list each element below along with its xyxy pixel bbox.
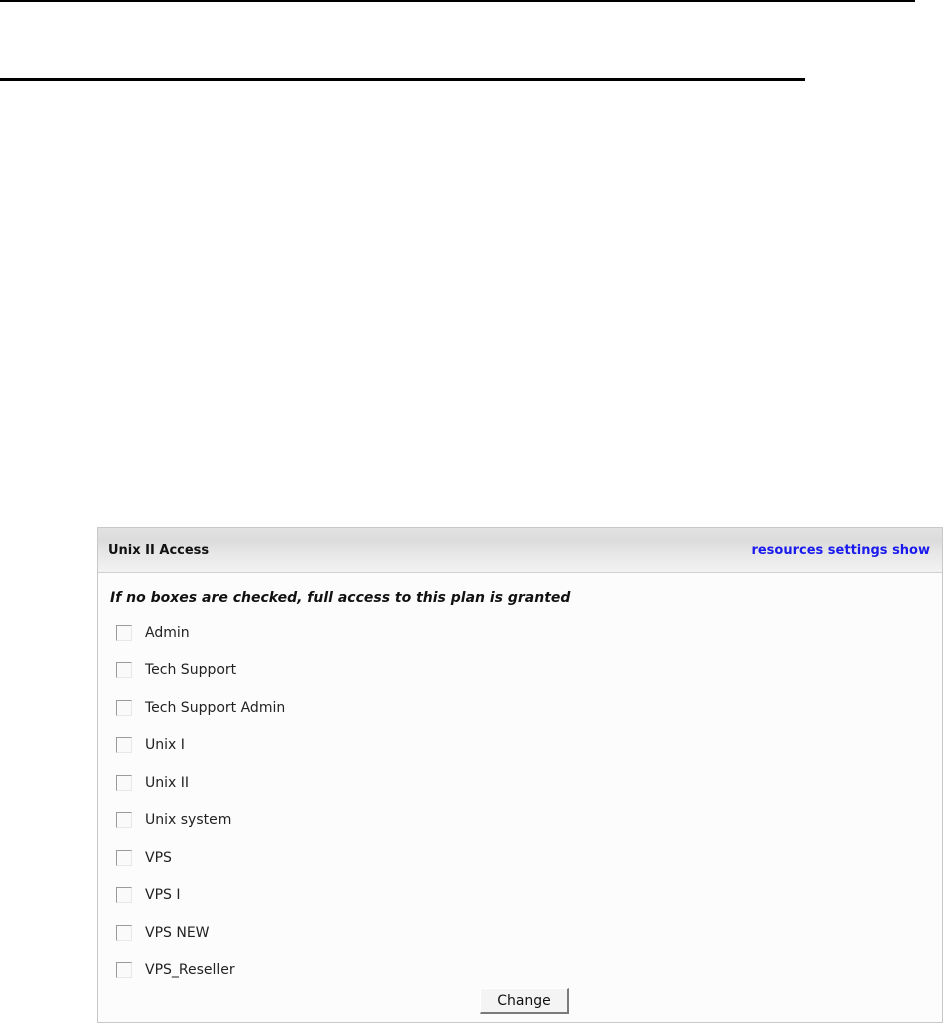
access-option-label: Unix system	[145, 812, 232, 828]
access-option-unix-system[interactable]	[116, 810, 231, 830]
unix-i-checkbox[interactable]	[116, 737, 132, 753]
access-option-label: Admin	[145, 625, 190, 641]
top-rule	[0, 0, 915, 2]
panel-title: Unix II Access	[108, 542, 210, 558]
tech-support-checkbox[interactable]	[116, 662, 132, 678]
access-panel	[97, 527, 943, 1023]
access-option-tech-support-admin[interactable]	[116, 698, 285, 718]
tech-support-admin-checkbox[interactable]	[116, 700, 132, 716]
unix-ii-checkbox[interactable]	[116, 775, 132, 791]
resources-settings-show-link[interactable]: resources settings show	[751, 542, 930, 558]
access-option-tech-support[interactable]	[116, 660, 236, 680]
section-rule	[0, 78, 805, 81]
access-option-vps-i[interactable]	[116, 885, 181, 905]
unix-system-checkbox[interactable]	[116, 812, 132, 828]
access-option-label: VPS NEW	[145, 925, 210, 941]
access-option-label: VPS	[145, 850, 172, 866]
access-option-label: VPS I	[145, 887, 181, 903]
access-option-unix-ii[interactable]	[116, 773, 189, 793]
access-option-label: Tech Support	[145, 662, 237, 678]
access-option-label: VPS_Reseller	[145, 962, 235, 978]
vps-i-checkbox[interactable]	[116, 887, 132, 903]
access-option-label: Unix II	[145, 775, 190, 791]
access-option-vps[interactable]	[116, 848, 172, 868]
vps-reseller-checkbox[interactable]	[116, 962, 132, 978]
access-option-vps-reseller[interactable]	[116, 960, 235, 980]
admin-checkbox[interactable]	[116, 625, 132, 641]
panel-header	[98, 528, 942, 573]
access-option-label: Tech Support Admin	[145, 700, 286, 716]
change-button[interactable]: Change	[480, 988, 569, 1014]
access-option-vps-new[interactable]	[116, 923, 210, 943]
vps-checkbox[interactable]	[116, 850, 132, 866]
access-option-label: Unix I	[145, 737, 185, 753]
access-option-admin[interactable]	[116, 623, 190, 643]
access-option-unix-i[interactable]	[116, 735, 185, 755]
access-notice: If no boxes are checked, full access to this plan is granted	[110, 590, 571, 606]
vps-new-checkbox[interactable]	[116, 925, 132, 941]
